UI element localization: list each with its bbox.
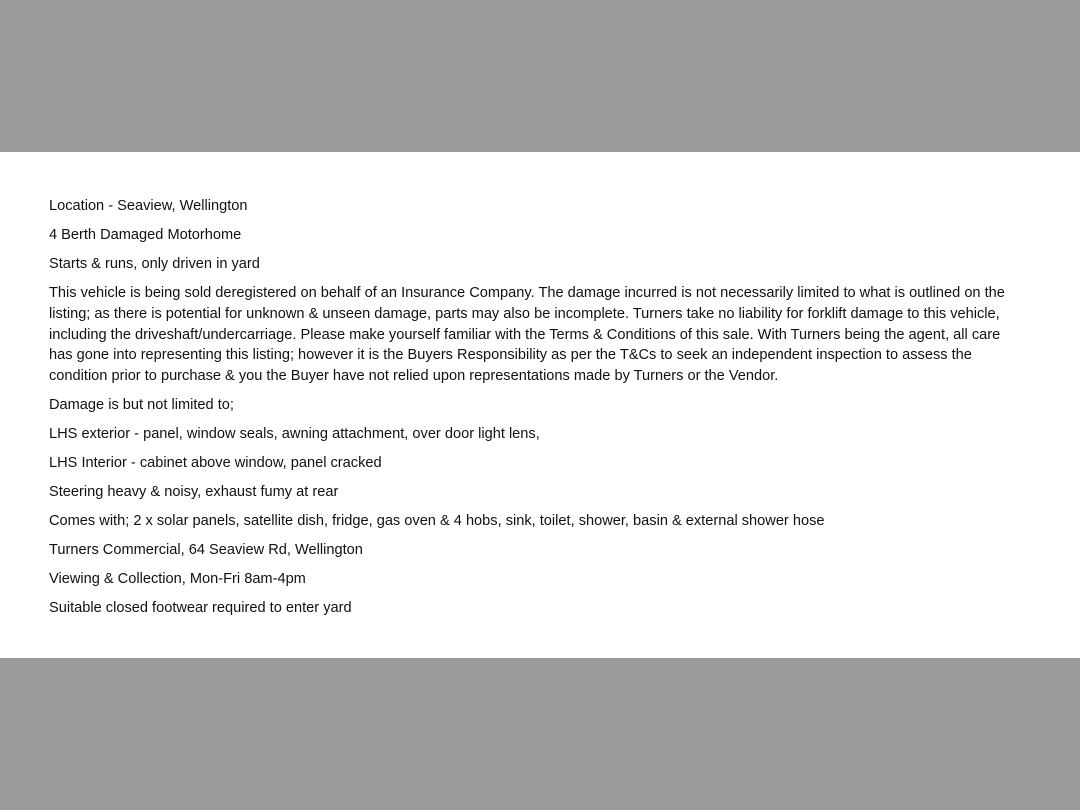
disclaimer-paragraph: This vehicle is being sold deregistered on behalf of an Insurance Company. The damage incurred is not necessarily limited to what is outlined on the listing; as there is potential for unknown & unseen damage, parts may also be incomplete. Turners take no liability for forklift damage to this vehicle, including the driveshaft/undercarriage. Please make yourself familiar with the Terms & Conditions of this sale. With Turners being the agent, all care has gone into representing this listing; however it is the Buyers Responsibility as per the T&Cs to seek an independent inspection to assess the condition prior to purchase & you the Buyer have not relied upon representations made by Turners or the Vendor. [49, 285, 1005, 385]
steering-note: Steering heavy & noisy, exhaust fumy at rear [49, 483, 339, 500]
condition-line: Starts & runs, only driven in yard [49, 256, 260, 272]
location-line: Location - Seaview, Wellington [49, 198, 248, 214]
damage-lhs-interior: LHS Interior - cabinet above window, panel cracked [49, 454, 382, 471]
top-gray-band [0, 0, 1080, 152]
damage-lhs-exterior: LHS exterior - panel, window seals, awning attachment, over door light lens, [49, 425, 540, 442]
address-line: Turners Commercial, 64 Seaview Rd, Wellington [49, 541, 363, 558]
damage-intro: Damage is but not limited to; [49, 396, 234, 413]
comes-with-line: Comes with; 2 x solar panels, satellite dish, fridge, gas oven & 4 hobs, sink, toilet, shower, basin & external shower hose [49, 512, 825, 529]
bottom-gray-band [0, 658, 1080, 810]
viewing-hours-line: Viewing & Collection, Mon-Fri 8am-4pm [49, 570, 306, 587]
footwear-notice: Suitable closed footwear required to enter yard [49, 599, 352, 616]
listing-title: 4 Berth Damaged Motorhome [49, 227, 242, 243]
listing-description-panel [0, 152, 1080, 658]
